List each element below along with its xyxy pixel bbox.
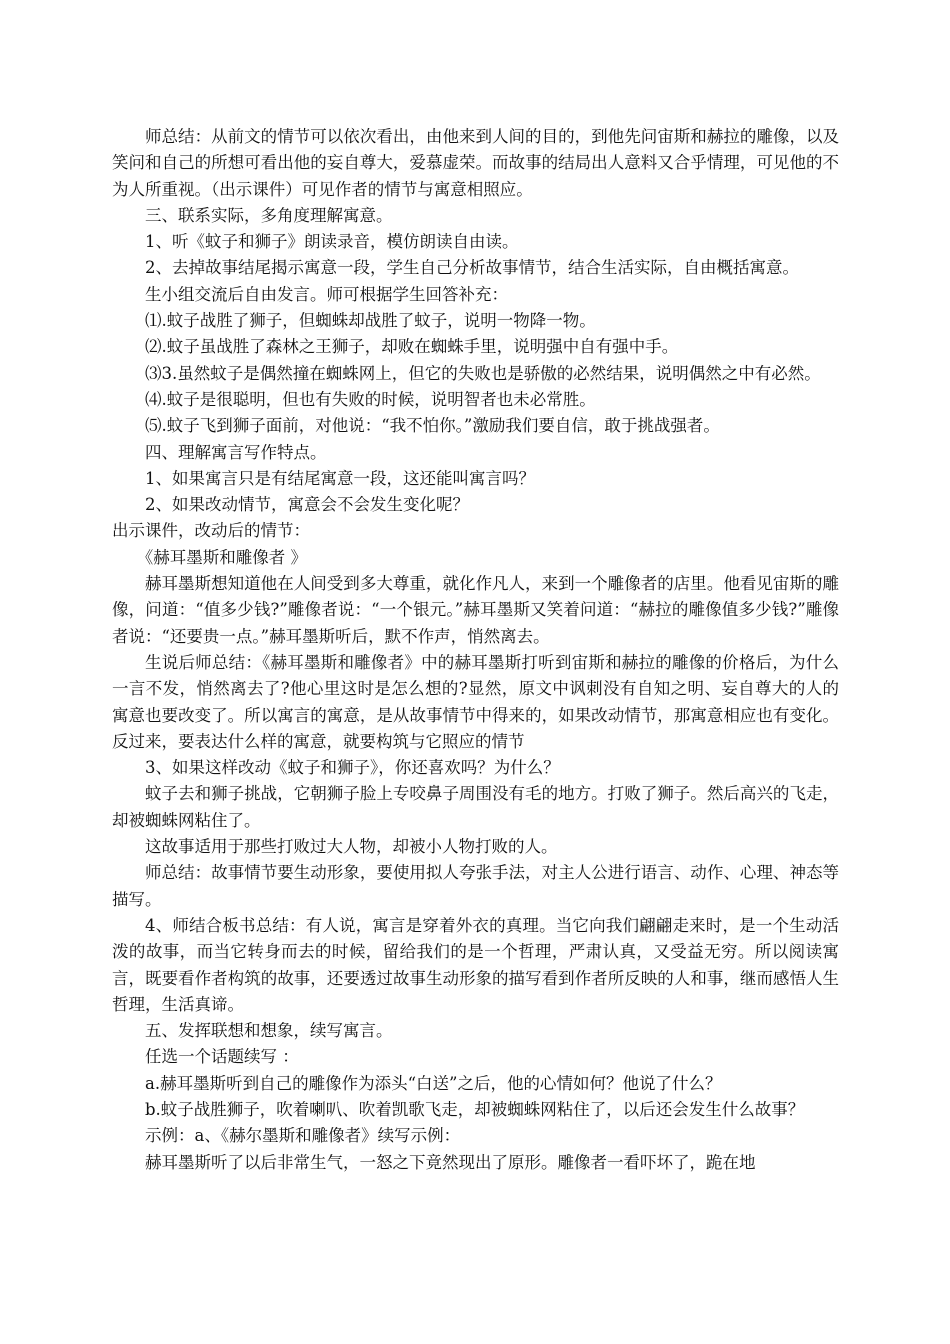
story-title: 《赫耳墨斯和雕像者 》 [136,547,307,567]
paragraph-teacher-summary-3: 师总结：故事情节要生动形象，要使用拟人夸张手法，对主人公进行语言、动作、心理、神态等描写。 [112,863,839,909]
paragraph-topic-b: b.蚊子战胜狮子，吹着喇叭、吹着凯歌飞走，却被蜘蛛网粘住了，以后还会发生什么故事？ [145,1099,805,1119]
paragraph-teacher-summary-2: 生说后师总结：《赫耳墨斯和雕像者》中的赫耳墨斯打听到宙斯和赫拉的雕像的价格后，为什么一言不发，悄然离去了?他心里这时是怎么想的?显然，原文中讽刺没有自知之明、妄自尊大的人的寓意也要改变了。所以寓言的寓意，是从故事情节中得来的，如果改动情节，那寓意相应也有变化。反过来，要表达什么样的寓意，就要构筑与它照应的情节 [112,652,839,751]
section-heading-5: 五、发挥联想和想象，续写寓言。 [145,1021,393,1041]
list-item-moral-5: ⑸.蚊子飞到狮子面前，对他说：“我不怕你。”激励我们要自信，敢于挑战强者。 [145,416,720,436]
document-body [112,124,839,1176]
list-item-moral-4: ⑷.蚊子是很聪明，但也有失败的时候，说明智者也未必常胜。 [145,389,596,409]
paragraph-item-1: 1、听《蚊子和狮子》朗读录音，模仿朗读自由读。 [145,232,519,252]
paragraph-topic-choice: 任选一个话题续写 ： [145,1047,299,1067]
paragraph-story-body: 赫耳墨斯想知道他在人间受到多大尊重，就化作凡人，来到一个雕像者的店里。他看见宙斯的雕像，问道：“值多少钱?”雕像者说：“一个银元。”赫耳墨斯又笑着问道：“赫拉的雕像值多少钱?”雕像者说：“还要贵一点。”赫耳墨斯听后，默不作声，悄然离去。 [112,574,839,646]
section-heading-4: 四、理解寓言写作特点。 [145,442,327,462]
list-item-moral-3: ⑶3.虽然蚊子是偶然撞在蜘蛛网上，但它的失败也是骄傲的必然结果，说明偶然之中有必然。 [145,363,821,383]
paragraph-question-2: 2、如果改动情节，寓意会不会发生变化呢？ [145,495,469,515]
paragraph-modified-story: 蚊子去和狮子挑战，它朝狮子脸上专咬鼻子周围没有毛的地方。打败了狮子。然后高兴的飞走，却被蜘蛛网粘住了。 [112,784,839,830]
paragraph-courseware-note: 出示课件，改动后的情节： [112,521,310,541]
paragraph-example-body: 赫耳墨斯听了以后非常生气，一怒之下竟然现出了原形。雕像者一看吓坏了，跪在地 [145,1152,756,1172]
list-item-moral-1: ⑴.蚊子战胜了狮子，但蜘蛛却战胜了蚊子，说明一物降一物。 [145,311,596,331]
paragraph-example-heading: 示例：a、《赫尔墨斯和雕像者》续写示例： [145,1126,461,1146]
paragraph-question-1: 1、如果寓言只是有结尾寓意一段，这还能叫寓言吗？ [145,468,535,488]
paragraph-topic-a: a.赫耳墨斯听到自己的雕像作为添头“白送”之后，他的心情如何？他说了什么？ [145,1073,722,1093]
paragraph-item-2: 2、去掉故事结尾揭示寓意一段，学生自己分析故事情节，结合生活实际，自由概括寓意。 [145,258,799,278]
section-heading-3: 三、联系实际，多角度理解寓意。 [145,205,393,225]
paragraph-teacher-summary-1: 师总结：从前文的情节可以依次看出，由他来到人间的目的，到他先问宙斯和赫拉的雕像，以及笑问和自己的所想可看出他的妄自尊大，爱慕虚荣。而故事的结局出人意料又合乎情理，可见他的不为人所重视。（出示课件）可见作者的情节与寓意相照应。 [112,127,839,199]
paragraph-board-summary: 4、师结合板书总结：有人说，寓言是穿着外衣的真理。当它向我们翩翩走来时，是一个生动活泼的故事，而当它转身而去的时候，留给我们的是一个哲理，严肃认真，又受益无穷。所以阅读寓言，既要看作者构筑的故事，还要透过故事生动形象的描写看到作者所反映的人和事，继而感悟人生哲理，生活真谛。 [112,915,839,1014]
paragraph-group-discussion: 生小组交流后自由发言。师可根据学生回答补充： [145,284,508,304]
list-item-moral-2: ⑵.蚊子虽战胜了森林之王狮子，却败在蜘蛛手里，说明强中自有强中手。 [145,337,679,357]
paragraph-story-moral: 这故事适用于那些打败过大人物，却被小人物打败的人。 [145,837,558,857]
paragraph-question-3: 3、如果这样改动《蚊子和狮子》，你还喜欢吗？为什么？ [145,758,560,778]
